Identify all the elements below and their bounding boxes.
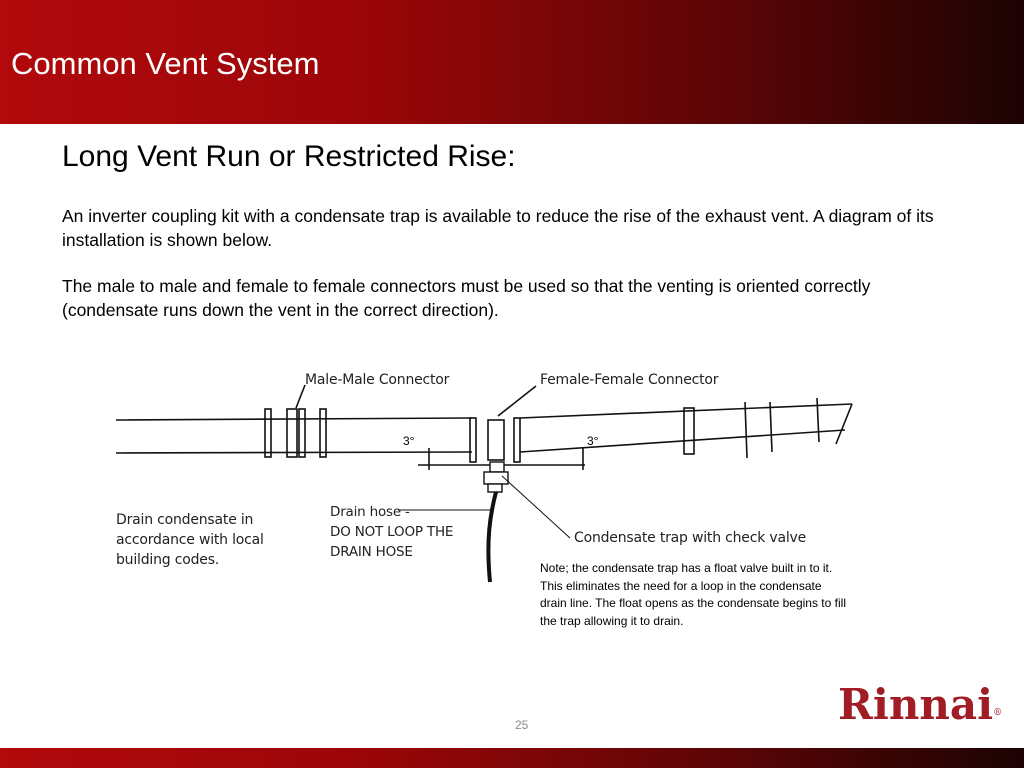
angle-label-right: 3° [587, 434, 599, 448]
logo-text: Rinnai [838, 680, 994, 729]
condensate-trap-label: Condensate trap with check valve [574, 530, 807, 546]
intro-paragraph: An inverter coupling kit with a condensate trap is available to reduce the rise of the exhaust vent. A diagram of its installation is shown below. [62, 206, 934, 250]
drain-hose-warning: DO NOT LOOP THE DRAIN HOSE [330, 524, 454, 560]
female-connector-label: Female-Female Connector [540, 372, 719, 388]
drain-hose-title: Drain hose - [330, 504, 410, 520]
float-valve-note: Note; the condensate trap has a float valve built in to it. This eliminates the need for a loop in the condensate drain line. The float opens as the condensate begins to fill the trap allowing it to drain. [540, 561, 846, 628]
drain-instruction-label: Drain condensate in accordance with local building codes. [116, 512, 264, 568]
logo-trademark: ® [993, 708, 1003, 718]
slide-title: Common Vent System [11, 46, 320, 81]
connector-paragraph: The male to male and female to female connectors must be used so that the venting is oriented correctly (condensate runs down the vent in the correct direction). [62, 276, 871, 320]
male-connector-label: Male-Male Connector [305, 372, 450, 388]
angle-label-left: 3° [403, 434, 415, 448]
section-heading: Long Vent Run or Restricted Rise: [62, 140, 516, 173]
condensate-trap [484, 462, 508, 492]
drain-hose-label [330, 502, 480, 562]
female-female-connector [470, 418, 520, 462]
male-male-connector [265, 409, 326, 457]
page-number: 25 [515, 718, 529, 732]
right-vent-pipe [520, 404, 852, 452]
pipe-coupling [684, 408, 694, 454]
footer-bar [0, 748, 1024, 768]
left-vent-pipe [116, 418, 472, 453]
drain-hose [488, 492, 496, 582]
rinnai-logo [838, 680, 1002, 729]
